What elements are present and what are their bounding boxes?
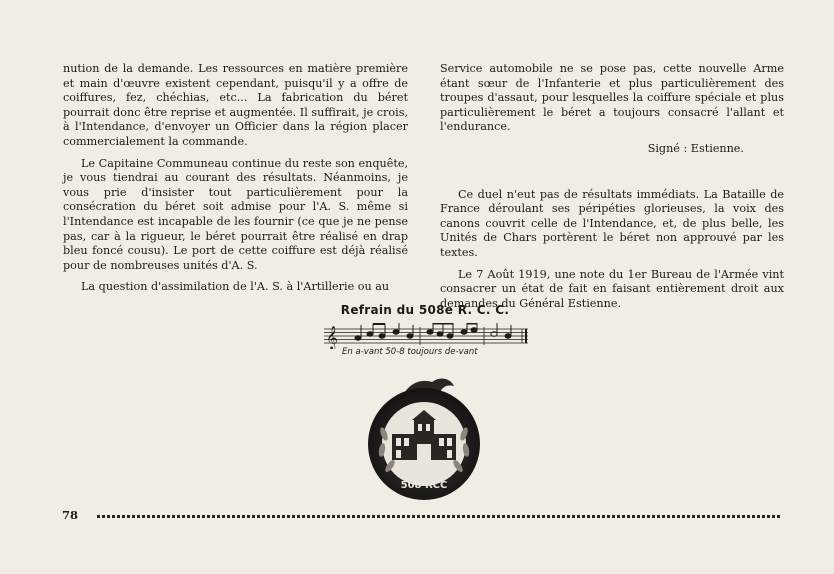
paragraph-gap: [440, 164, 784, 188]
paragraph: Le 7 Août 1919, une note du 1er Bureau de l'Armée vint consacrer un état de fait en faisant entièrement droit aux demandes du Général Estienne.: [440, 267, 784, 310]
page-number: 78: [62, 508, 79, 522]
paragraph: Le Capitaine Communeau continue du reste son enquête, je vous tiendrai au courant des résultats. Néanmoins, je vous prie d'insister tout particulièrement pour la consécration du béret soit admise pour l'A. S. même si l'Intendance est incapable de les fournir (ce que je ne pense pas, car à la rigueur, le béret pourrait être réalisé en drap bleu foncé cousu). Le port de cette coiffure est déjà réalisé pour de nombreuses unités d'A. S.: [63, 156, 408, 272]
refrain-lyrics: En a-vant 50-8 toujours de-vant: [342, 347, 478, 357]
music-staff: [322, 323, 532, 349]
treble-clef-icon: 𝄞: [326, 325, 338, 349]
paragraph: nution de la demande. Les ressources en matière première et main d'œuvre existent cependant, puisqu'il y a offre de coiffures, fez, chéchias, etc... La fabrication du béret pourrait donc être reprise et augmentée. Il suffirait, je crois, à l'Intendance, d'envoyer un Officier dans la région placer commercialement la commande.: [63, 62, 408, 148]
signature: Signé : Estienne.: [647, 141, 744, 155]
footer-rule: [97, 515, 781, 518]
right-column: [440, 62, 784, 318]
badge-label: 508 RCC: [400, 480, 448, 491]
paragraph: Service automobile ne se pose pas, cette nouvelle Arme étant sœur de l'Infanterie et plus particulièrement des troupes d'assaut, pour lesquelles la coiffure spéciale et plus particulièrement le béret a toujours consacré l'allant et l'endurance.: [440, 62, 784, 134]
left-column: [63, 62, 408, 302]
paragraph: La question d'assimilation de l'A. S. à l'Artillerie ou au: [81, 280, 390, 294]
paragraph: Ce duel n'eut pas de résultats immédiats. La Bataille de France déroulant ses péripéties glorieuses, la voix des canons couvrit celle de l'Intendance, et, de plus belle, les Unités de Chars portèrent le béret non approuvé par les textes.: [440, 187, 784, 259]
refrain-title: Refrain du 508e R. C. C.: [340, 303, 510, 317]
